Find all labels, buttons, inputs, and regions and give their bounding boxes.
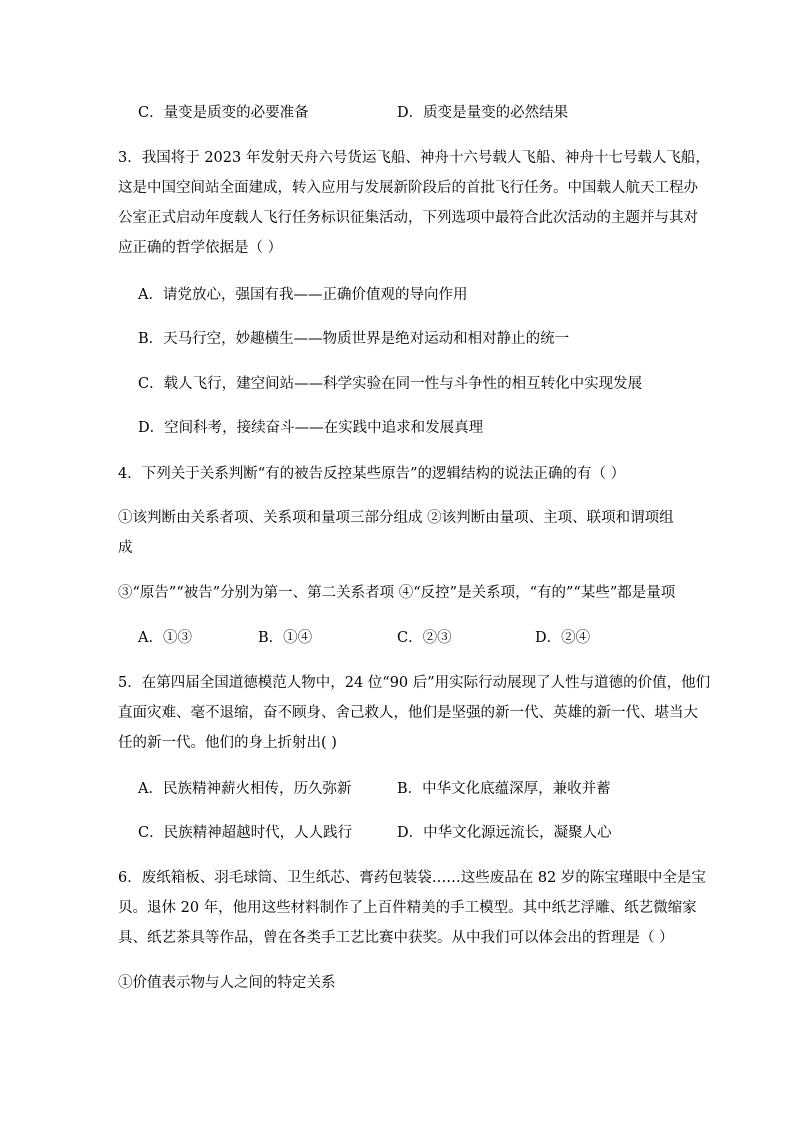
q3-option-c[interactable]: C．载人飞行，建空间站——科学实验在同一性与斗争性的相互转化中实现发展 [138, 376, 643, 392]
q5-stem-line-3: 任的新一代。他们的身上折射出( ) [118, 735, 337, 751]
q4-option-b[interactable]: B．①④ [258, 630, 313, 646]
q5-option-d[interactable]: D．中华文化源远流长，凝聚人心 [397, 825, 612, 841]
q5-options-row-1 [138, 779, 698, 799]
q4-option-c[interactable]: C．②③ [397, 630, 452, 646]
q5-options-row-2 [138, 823, 698, 843]
q3-stem-line-2: 这是中国空间站全面建成，转入应用与发展新阶段后的首批飞行任务。中国载人航天工程办 [118, 180, 698, 196]
q3-stem-line-3: 公室正式启动年度载人飞行任务标识征集活动，下列选项中最符合此次活动的主题并与其对 [118, 210, 698, 226]
q4-statement-1-2: ①该判断由关系者项、关系项和量项三部分组成 ②该判断由量项、主项、联项和谓项组 [118, 510, 674, 526]
q3-option-d[interactable]: D．空间科考，接续奋斗——在实践中追求和发展真理 [138, 420, 484, 436]
q3-option-a[interactable]: A．请党放心，强国有我——正确价值观的导向作用 [138, 287, 468, 303]
q4-statement-3-4: ③“原告”“被告”分别为第一、第二关系者项 ④“反控”是关系项，“有的”“某些”都是量项 [118, 585, 676, 601]
q3-option-b[interactable]: B．天马行空，妙趣横生——物质世界是绝对运动和相对静止的统一 [138, 331, 570, 347]
q6-stem-line-1: 6．废纸箱板、羽毛球筒、卫生纸芯、膏药包装袋……这些废品在 82 岁的陈宝瑾眼中全是宝 [118, 870, 706, 886]
q4-options-row [138, 628, 698, 648]
q3-stem-line-1: 3．我国将于 2023 年发射天舟六号货运飞船、神舟十六号载人飞船、神舟十七号载人飞船， [118, 150, 710, 166]
q5-option-a[interactable]: A．民族精神薪火相传，历久弥新 [138, 781, 352, 797]
q5-option-c[interactable]: C．民族精神超越时代，人人践行 [138, 825, 353, 841]
q5-option-b[interactable]: B．中华文化底蕴深厚，兼收并蓄 [397, 781, 611, 797]
q6-stem-line-2: 贝。退休 20 年，他用这些材料制作了上百件精美的手工模型。其中纸艺浮雕、纸艺微缩家 [118, 900, 697, 916]
q2-option-c[interactable]: C．量变是质变的必要准备 [138, 105, 309, 121]
q6-statement-1: ①价值表示物与人之间的特定关系 [118, 975, 336, 991]
q2-options-row [138, 103, 698, 123]
q3-stem-line-4: 应正确的哲学依据是（ ） [118, 240, 283, 256]
q4-statement-1-2-cont: 成 [118, 540, 133, 556]
q2-option-d[interactable]: D．质变是量变的必然结果 [397, 105, 569, 121]
q5-stem-line-2: 直面灾难、毫不退缩，奋不顾身、舍己救人，他们是坚强的新一代、英雄的新一代、堪当大 [118, 705, 698, 721]
q4-option-d[interactable]: D．②④ [535, 630, 591, 646]
q6-stem-line-3: 具、纸艺茶具等作品，曾在各类手工艺比赛中获奖。从中我们可以体会出的哲理是（ ） [118, 930, 674, 946]
q4-option-a[interactable]: A．①③ [138, 630, 192, 646]
q4-stem: 4．下列关于关系判断“有的被告反控某些原告”的逻辑结构的说法正确的有（ ） [118, 466, 626, 482]
q5-stem-line-1: 5．在第四届全国道德模范人物中，24 位“90 后”用实际行动展现了人性与道德的价值，他们 [118, 675, 711, 691]
